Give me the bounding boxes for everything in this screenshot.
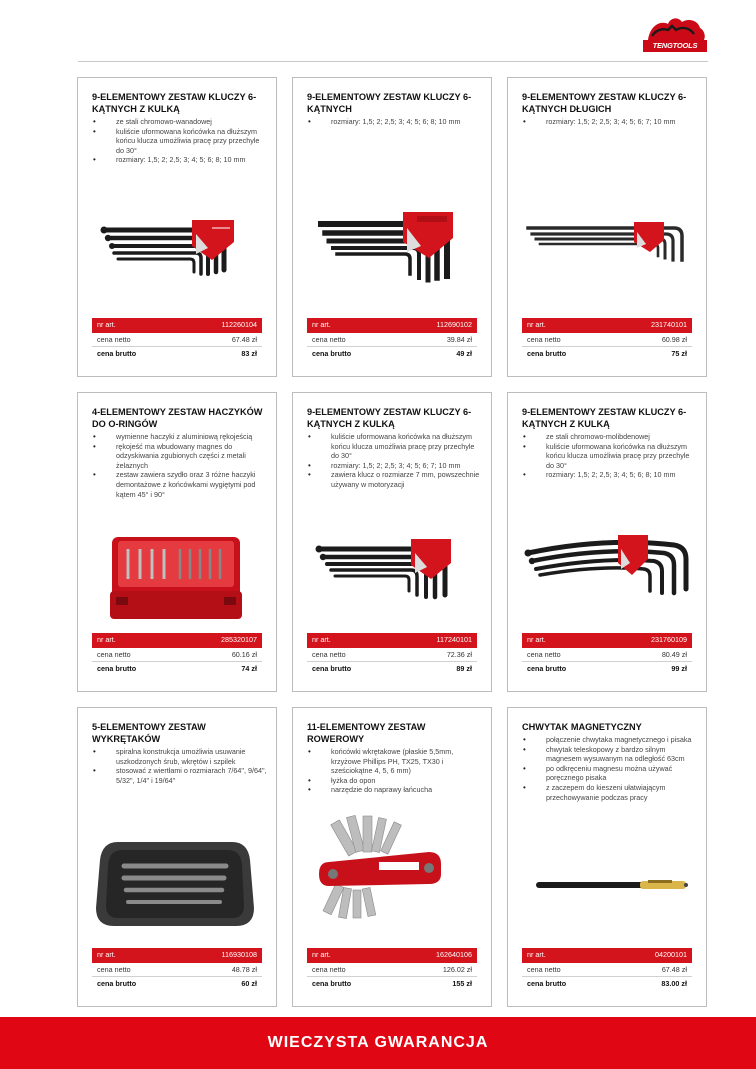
feature-item: • ze stali chromowo-wanadowej (92, 117, 268, 127)
gross-price-row: cena brutto 75 zł (522, 347, 692, 362)
feature-item: • ze stali chromowo-molibdenowej (522, 432, 698, 442)
net-price: 72.36 zł (446, 649, 472, 659)
feature-item: • kuliście uformowana końcówka na dłuższym końcu klucza umożliwia pracę przy przechyle do 30° (307, 432, 483, 461)
net-price-row: cena netto 67.48 zł (522, 963, 692, 978)
warranty-banner (0, 1017, 756, 1069)
gross-price-row: cena brutto 83 zł (92, 347, 262, 362)
gross-price: 99 zł (671, 664, 687, 673)
feature-list (522, 117, 698, 127)
feature-item: • końcówki wkrętakowe (płaskie 5,5mm, krzyżowe Phillips PH, TX25, TX30 i sześciokątne 4, 5, 6 mm) (307, 747, 483, 776)
feature-item: • spiralna konstrukcja umożliwia usuwanie uszkodzonych śrub, wkrętów i szpilek (92, 747, 268, 766)
bike-multitool-icon (299, 812, 481, 924)
feature-list (307, 432, 483, 490)
gross-price-row: cena brutto 49 zł (307, 347, 477, 362)
net-price: 67.48 zł (231, 334, 257, 344)
art-no-row: nr art. 112260104 (92, 318, 262, 333)
header-divider (78, 61, 708, 62)
art-no-row: nr art. 231760109 (522, 633, 692, 648)
price-table (92, 318, 262, 362)
gross-price: 83 zł (241, 349, 257, 358)
warranty-text: WIECZYSTA GWARANCJA (267, 1034, 489, 1051)
feature-item: • rękojeść ma wbudowany magnes do odzyskiwania zgubionych części z metali żelaznych (92, 442, 268, 471)
gross-price: 89 zł (456, 664, 472, 673)
product-title: 5-ELEMENTOWY ZESTAW WYKRĘTAKÓW (92, 722, 206, 744)
price-table (92, 948, 262, 992)
art-no-row: nr art. 117240101 (307, 633, 477, 648)
price-table (307, 633, 477, 677)
art-no-value: 112260104 (221, 320, 257, 329)
gross-price: 75 zł (671, 349, 687, 358)
product-card (507, 77, 707, 377)
feature-item: • z zaczepem do kieszeni ułatwiającym przechowywanie podczas pracy (522, 783, 698, 802)
net-price-row: cena netto 39.84 zł (307, 333, 477, 348)
gross-price-row: cena brutto 60 zł (92, 977, 262, 992)
price-table (522, 948, 692, 992)
product-card (507, 392, 707, 692)
price-table (307, 318, 477, 362)
art-no-value: 04200101 (655, 950, 687, 959)
art-no-row: nr art. 116930108 (92, 948, 262, 963)
art-no-row: nr art. 162640106 (307, 948, 477, 963)
hex-key-set-ball-icon (84, 198, 266, 310)
feature-item: • łyżka do opon (307, 776, 483, 786)
feature-item: • chwytak teleskopowy z bardzo silnym magnesem wysuwanym na odległość 63cm (522, 745, 698, 764)
art-no-value: 162640106 (436, 950, 472, 959)
product-card (292, 392, 492, 692)
price-table (307, 948, 477, 992)
product-card (292, 77, 492, 377)
art-no-value: 116930108 (221, 950, 257, 959)
feature-list (307, 117, 483, 127)
net-price: 39.84 zł (446, 334, 472, 344)
art-no-value: 112690102 (436, 320, 472, 329)
feature-list (307, 747, 483, 795)
net-price-row: cena netto 60.16 zł (92, 648, 262, 663)
feature-item: • stosować z wiertłami o rozmiarach 7/64", 9/64", 5/32", 1/4" i 19/64" (92, 766, 268, 785)
feature-item: • narzędzie do naprawy łańcucha (307, 785, 483, 795)
product-title: 9-ELEMENTOWY ZESTAW KLUCZY 6-KĄTNYCH Z KULKĄ (307, 407, 472, 429)
product-card (77, 77, 277, 377)
logo-wordmark: TENGTOOLS (643, 40, 707, 52)
gross-price: 49 zł (456, 349, 472, 358)
net-price: 80.49 zł (661, 649, 687, 659)
gross-price: 83.00 zł (661, 979, 687, 988)
feature-item: • rozmiary: 1,5; 2; 2,5; 3; 4; 5; 6; 7; 10 mm (307, 461, 483, 471)
net-price: 48.78 zł (231, 964, 257, 974)
net-price: 60.98 zł (661, 334, 687, 344)
price-table (522, 318, 692, 362)
product-title: CHWYTAK MAGNETYCZNY (522, 722, 642, 732)
art-no-row: nr art. 04200101 (522, 948, 692, 963)
net-price: 60.16 zł (231, 649, 257, 659)
gross-price-row: cena brutto 74 zł (92, 662, 262, 677)
product-title: 4-ELEMENTOWY ZESTAW HACZYKÓW DO O-RINGÓW (92, 407, 263, 429)
feature-list (522, 735, 698, 802)
art-no-value: 231740101 (651, 320, 687, 329)
feature-item: • połączenie chwytaka magnetycznego i pisaka (522, 735, 698, 745)
product-title: 9-ELEMENTOWY ZESTAW KLUCZY 6-KĄTNYCH DŁUGICH (522, 92, 687, 114)
gross-price: 74 zł (241, 664, 257, 673)
feature-item: • rozmiary: 1,5; 2; 2,5; 3; 4; 5; 6; 8; 10 mm (522, 470, 698, 480)
feature-item: • wymienne haczyki z aluminiową rękojeścią (92, 432, 268, 442)
hex-key-set-ball-icon (514, 519, 696, 631)
feature-item: • rozmiary: 1,5; 2; 2,5; 3; 4; 5; 6; 8; 10 mm (307, 117, 483, 127)
feature-item: • zestaw zawiera szydło oraz 3 różne haczyki demontażowe z końcówkami wygiętymi pod kątem 45° i 90° (92, 470, 268, 499)
feature-list (522, 432, 698, 480)
art-no-row: nr art. 285320107 (92, 633, 262, 648)
gross-price-row: cena brutto 83.00 zł (522, 977, 692, 992)
product-card (292, 707, 492, 1007)
price-table (92, 633, 262, 677)
product-title: 11-ELEMENTOWY ZESTAW ROWEROWY (307, 722, 426, 744)
net-price-row: cena netto 48.78 zł (92, 963, 262, 978)
net-price-row: cena netto 126.02 zł (307, 963, 477, 978)
product-card (77, 392, 277, 692)
art-no-value: 117240101 (436, 635, 472, 644)
net-price: 126.02 zł (442, 964, 472, 974)
net-price-row: cena netto 72.36 zł (307, 648, 477, 663)
gross-price-row: cena brutto 155 zł (307, 977, 477, 992)
product-card (77, 707, 277, 1007)
net-price-row: cena netto 60.98 zł (522, 333, 692, 348)
feature-item: • kuliście uformowana końcówka na dłuższym końcu klucza umożliwia pracę przy przechyle do 30° (92, 127, 268, 156)
long-hex-key-set-icon (514, 198, 696, 310)
feature-list (92, 117, 268, 165)
gross-price-row: cena brutto 99 zł (522, 662, 692, 677)
feature-item: • zawiera klucz o rozmiarze 7 mm, powszechnie używany w motoryzacji (307, 470, 483, 489)
product-card (507, 707, 707, 1007)
hex-key-set-icon (299, 198, 481, 310)
product-title: 9-ELEMENTOWY ZESTAW KLUCZY 6-KĄTNYCH (307, 92, 472, 114)
feature-list (92, 747, 268, 785)
screw-extractor-case-icon (84, 826, 266, 938)
net-price-row: cena netto 67.48 zł (92, 333, 262, 348)
art-no-row: nr art. 231740101 (522, 318, 692, 333)
product-title: 9-ELEMENTOWY ZESTAW KLUCZY 6-KĄTNYCH Z KULKĄ (522, 407, 687, 429)
feature-item: • rozmiary: 1,5; 2; 2,5; 3; 4; 5; 6; 7; 10 mm (522, 117, 698, 127)
gross-price: 155 zł (452, 979, 472, 988)
o-ring-hook-case-icon (84, 519, 266, 631)
product-title: 9-ELEMENTOWY ZESTAW KLUCZY 6-KĄTNYCH Z KULKĄ (92, 92, 257, 114)
hex-key-set-ball-icon (299, 519, 481, 631)
art-no-row: nr art. 112690102 (307, 318, 477, 333)
feature-list (92, 432, 268, 499)
net-price: 67.48 zł (661, 964, 687, 974)
art-no-value: 231760109 (651, 635, 687, 644)
feature-item: • po odkręceniu magnesu można używać poręcznego pisaka (522, 764, 698, 783)
feature-item: • rozmiary: 1,5; 2; 2,5; 3; 4; 5; 6; 8; 10 mm (92, 155, 268, 165)
magnetic-pickup-pen-icon (514, 828, 696, 940)
art-no-value: 285320107 (221, 635, 257, 644)
net-price-row: cena netto 80.49 zł (522, 648, 692, 663)
feature-item: • kuliście uformowana końcówka na dłuższym końcu klucza umożliwia pracę przy przechyle do 30° (522, 442, 698, 471)
price-table (522, 633, 692, 677)
gross-price-row: cena brutto 89 zł (307, 662, 477, 677)
gross-price: 60 zł (241, 979, 257, 988)
